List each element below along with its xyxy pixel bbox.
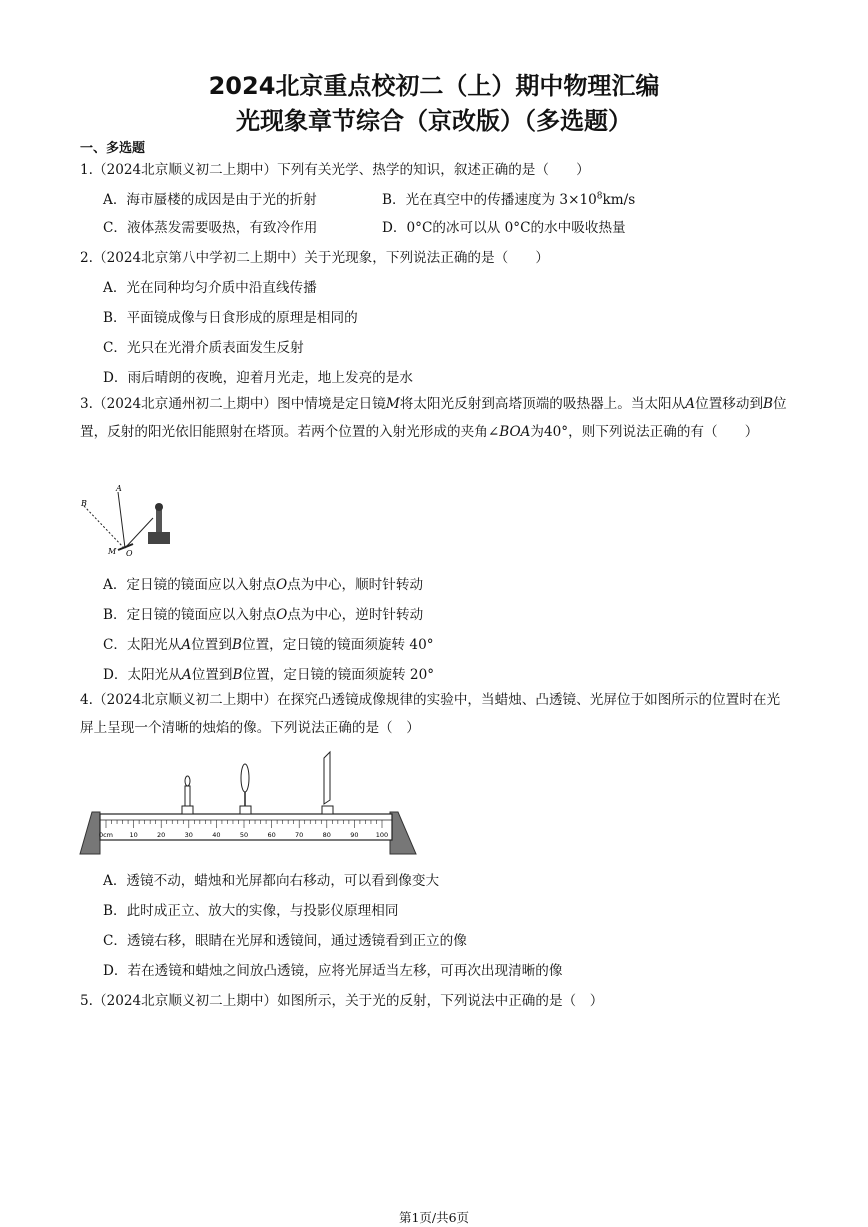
q1-option-a: A．海市蜃楼的成因是由于光的折射 <box>103 192 317 208</box>
candle <box>182 776 193 814</box>
bench-left-stand <box>80 812 100 854</box>
bench-right-stand <box>390 812 416 854</box>
ruler-tick-label: 80 <box>322 831 331 839</box>
ruler-tick-label: 20 <box>157 831 166 839</box>
q3-stem: 3.（2024北京通州初二上期中）图中情境是定日镜M将太阳光反射到高塔顶端的吸热器上。当太阳从A位置移动到B位置，反射的阳光依旧能照射在塔顶。若两个位置的入射光形成的夹角∠BOA为40°，则下列说法正确的有（ ） <box>80 396 787 440</box>
label-b: B <box>81 499 87 508</box>
ruler-tick-label: 30 <box>184 831 193 839</box>
ruler-tick-label: 40 <box>212 831 221 839</box>
ruler-tick-label: 50 <box>239 831 249 839</box>
label-o: O <box>126 549 133 558</box>
q4-option-c: C．透镜右移，眼睛在光屏和透镜间，通过透镜看到正立的像 <box>103 933 467 949</box>
label-a: A <box>116 484 122 493</box>
q1-option-c: C．液体蒸发需要吸热，有致冷作用 <box>103 220 318 236</box>
convex-lens <box>240 764 251 814</box>
title-line-1: 2024北京重点校初二（上）期中物理汇编 <box>208 72 660 100</box>
q2-option-a: A．光在同种均匀介质中沿直线传播 <box>103 280 317 296</box>
ray-from-a <box>118 492 125 548</box>
q1-stem: 1.（2024北京顺义初二上期中）下列有关光学、热学的知识，叙述正确的是（ ） <box>80 162 590 178</box>
ruler-tick-label: 10 <box>129 831 138 839</box>
page-footer: 第1页/共6页 <box>398 1210 470 1225</box>
title-line-2: 光现象章节综合（京改版）（多选题） <box>236 107 632 135</box>
q3-option-c: C．太阳光从A位置到B位置，定日镜的镜面须旋转 40° <box>103 637 434 653</box>
q3-option-b: B．定日镜的镜面应以入射点O点为中心，逆时针转动 <box>103 607 424 623</box>
section-heading: 一、多选题 <box>80 141 146 156</box>
ruler-tick-label: 0cm <box>98 831 114 839</box>
q2-option-d: D．雨后晴朗的夜晚，迎着月光走，地上发亮的是水 <box>103 370 413 386</box>
tower-receiver <box>155 503 163 511</box>
optical-bench-figure <box>78 748 418 858</box>
q2-option-b: B．平面镜成像与日食形成的原理是相同的 <box>103 310 358 326</box>
heliostat-figure <box>78 482 188 557</box>
q4-stem: 4.（2024北京顺义初二上期中）在探究凸透镜成像规律的实验中，当蜡烛、凸透镜、光屏位于如图所示的位置时在光屏上呈现一个清晰的烛焰的像。下列说法正确的是（ ） <box>80 692 781 736</box>
ray-from-b <box>84 506 124 548</box>
ruler-tick-label: 90 <box>350 831 359 839</box>
q3-option-d: D．太阳光从A位置到B位置，定日镜的镜面须旋转 20° <box>103 667 435 683</box>
q2-stem: 2.（2024北京第八中学初二上期中）关于光现象，下列说法正确的是（ ） <box>80 250 549 266</box>
q1-option-b: B．光在真空中的传播速度为 $3\times 10^8km/s$ <box>382 191 636 208</box>
q4-option-b: B．此时成正立、放大的实像，与投影仪原理相同 <box>103 903 399 919</box>
q2-option-c: C．光只在光滑介质表面发生反射 <box>103 340 304 356</box>
q3-option-a: A．定日镜的镜面应以入射点O点为中心，顺时针转动 <box>103 577 424 593</box>
ruler-tick-label: 70 <box>295 831 304 839</box>
tower-base <box>148 532 170 544</box>
label-m: M <box>108 547 117 556</box>
q5-stem: 5.（2024北京顺义初二上期中）如图所示，关于光的反射，下列说法中正确的是（ ） <box>80 993 604 1009</box>
ruler-tick-label: 60 <box>267 831 276 839</box>
q4-option-a: A．透镜不动，蜡烛和光屏都向右移动，可以看到像变大 <box>103 873 440 889</box>
q4-option-d: D．若在透镜和蜡烛之间放凸透镜，应将光屏适当左移，可再次出现清晰的像 <box>103 963 563 979</box>
q1-option-d: D．0°C的冰可以从 0°C的水中吸收热量 <box>382 220 626 236</box>
ruler-tick-label: 100 <box>375 831 389 839</box>
light-screen <box>322 752 333 814</box>
